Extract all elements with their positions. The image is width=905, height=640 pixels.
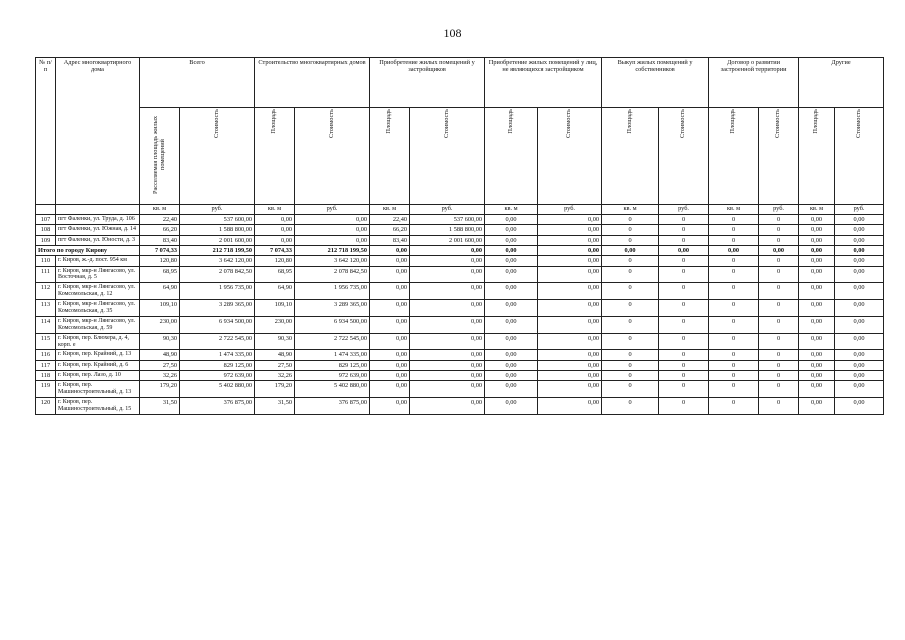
value-cell: 0 bbox=[709, 381, 759, 398]
value-cell: 0,00 bbox=[835, 333, 884, 350]
value-cell: 0,00 bbox=[410, 333, 485, 350]
value-cell: 0,00 bbox=[410, 266, 485, 283]
table-row bbox=[36, 381, 884, 398]
value-cell: 0,00 bbox=[602, 245, 659, 255]
value-cell: 0,00 bbox=[799, 381, 835, 398]
value-cell: 537 600,00 bbox=[180, 215, 255, 225]
value-cell: 0,00 bbox=[295, 215, 370, 225]
value-cell: 0,00 bbox=[538, 266, 602, 283]
row-number: 112 bbox=[36, 283, 56, 300]
value-cell: 0,00 bbox=[410, 283, 485, 300]
value-cell: 2 001 600,00 bbox=[180, 235, 255, 245]
value-cell: 0,00 bbox=[370, 283, 410, 300]
value-cell: 0,00 bbox=[370, 300, 410, 317]
value-cell: 0,00 bbox=[538, 370, 602, 380]
value-cell: 0,00 bbox=[835, 215, 884, 225]
value-cell: 0 bbox=[659, 225, 709, 235]
value-cell: 120,80 bbox=[140, 256, 180, 266]
value-cell: 7 074,33 bbox=[255, 245, 295, 255]
value-cell: 212 718 199,50 bbox=[180, 245, 255, 255]
group-header-buyout: Выкуп жилых помещений у собственников bbox=[602, 58, 709, 108]
value-cell: 0,00 bbox=[538, 215, 602, 225]
address-cell: пгт Фаленки, ул. Южная, д. 14 bbox=[56, 225, 140, 235]
address-cell: пгт Фаленки, ул. Юности, д. 3 bbox=[56, 235, 140, 245]
row-number: 118 bbox=[36, 370, 56, 380]
value-cell: 0 bbox=[709, 256, 759, 266]
table-row bbox=[36, 370, 884, 380]
value-cell: 0,00 bbox=[799, 215, 835, 225]
value-cell: 0,00 bbox=[835, 225, 884, 235]
value-cell: 0 bbox=[709, 350, 759, 360]
row-number: 120 bbox=[36, 397, 56, 414]
value-cell: 0,00 bbox=[410, 350, 485, 360]
value-cell: 0 bbox=[602, 360, 659, 370]
sub-header-area: Площадь bbox=[255, 108, 295, 205]
value-cell: 64,90 bbox=[255, 283, 295, 300]
sub-header-cost: Стоимость bbox=[180, 108, 255, 205]
value-cell: 972 639,00 bbox=[180, 370, 255, 380]
value-cell: 1 588 800,00 bbox=[180, 225, 255, 235]
value-cell: 0 bbox=[659, 370, 709, 380]
value-cell: 0,00 bbox=[410, 381, 485, 398]
value-cell: 0,00 bbox=[799, 333, 835, 350]
value-cell: 0,00 bbox=[835, 360, 884, 370]
sub-header-cost: Стоимость bbox=[835, 108, 884, 205]
value-cell: 0,00 bbox=[255, 215, 295, 225]
value-cell: 0,00 bbox=[255, 225, 295, 235]
value-cell: 0,00 bbox=[538, 283, 602, 300]
sub-header-area: Площадь bbox=[485, 108, 538, 205]
value-cell: 2 078 842,50 bbox=[295, 266, 370, 283]
group-header-developer-purchase: Приобретение жилых помещений у застройщиков bbox=[370, 58, 485, 108]
value-cell: 66,20 bbox=[370, 225, 410, 235]
value-cell: 0,00 bbox=[538, 333, 602, 350]
unit-cell: кв. м bbox=[602, 205, 659, 215]
group-header-construction: Строительство многоквартирных домов bbox=[255, 58, 370, 108]
value-cell: 0 bbox=[759, 300, 799, 317]
table-row bbox=[36, 256, 884, 266]
value-cell: 0,00 bbox=[799, 256, 835, 266]
value-cell: 0,00 bbox=[759, 245, 799, 255]
row-number: 111 bbox=[36, 266, 56, 283]
unit-cell: руб. bbox=[659, 205, 709, 215]
value-cell: 0,00 bbox=[295, 225, 370, 235]
value-cell: 0,00 bbox=[659, 245, 709, 255]
value-cell: 0,00 bbox=[370, 370, 410, 380]
value-cell: 0 bbox=[709, 316, 759, 333]
address-header: Адрес многоквартирного дома bbox=[56, 58, 140, 205]
row-number: 108 bbox=[36, 225, 56, 235]
address-cell: г. Киров, мкр-н Лянгасово, ул. Комсомольская, д. 35 bbox=[56, 300, 140, 317]
value-cell: 120,80 bbox=[255, 256, 295, 266]
sub-header-cost: Стоимость bbox=[410, 108, 485, 205]
group-header-other-purchase: Приобретение жилых помещений у лиц, не являющихся застройщиком bbox=[485, 58, 602, 108]
value-cell: 0 bbox=[759, 225, 799, 235]
value-cell: 230,00 bbox=[255, 316, 295, 333]
unit-cell: кв. м bbox=[255, 205, 295, 215]
value-cell: 230,00 bbox=[140, 316, 180, 333]
value-cell: 0 bbox=[659, 316, 709, 333]
row-number: 115 bbox=[36, 333, 56, 350]
value-cell: 66,20 bbox=[140, 225, 180, 235]
value-cell: 829 125,00 bbox=[295, 360, 370, 370]
value-cell: 0,00 bbox=[709, 245, 759, 255]
value-cell: 0,00 bbox=[835, 370, 884, 380]
table-row bbox=[36, 333, 884, 350]
group-header-total: Всего bbox=[140, 58, 255, 108]
value-cell: 0 bbox=[759, 215, 799, 225]
sub-header-cost: Стоимость bbox=[659, 108, 709, 205]
unit-cell: кв. м bbox=[799, 205, 835, 215]
value-cell: 0,00 bbox=[485, 350, 538, 360]
value-cell: 829 125,00 bbox=[180, 360, 255, 370]
value-cell: 48,90 bbox=[255, 350, 295, 360]
value-cell: 32,26 bbox=[255, 370, 295, 380]
value-cell: 22,40 bbox=[370, 215, 410, 225]
group-header-other: Другие bbox=[799, 58, 884, 108]
address-cell: г. Киров, пер. Крайний, д. 6 bbox=[56, 360, 140, 370]
value-cell: 2 078 842,50 bbox=[180, 266, 255, 283]
unit-cell: руб. bbox=[835, 205, 884, 215]
value-cell: 0 bbox=[759, 316, 799, 333]
value-cell: 0 bbox=[659, 266, 709, 283]
value-cell: 0,00 bbox=[538, 300, 602, 317]
value-cell: 0,00 bbox=[538, 245, 602, 255]
value-cell: 0 bbox=[659, 333, 709, 350]
value-cell: 1 474 335,00 bbox=[180, 350, 255, 360]
value-cell: 0,00 bbox=[835, 381, 884, 398]
value-cell: 0 bbox=[659, 300, 709, 317]
value-cell: 0 bbox=[709, 215, 759, 225]
value-cell: 0 bbox=[759, 266, 799, 283]
value-cell: 0,00 bbox=[255, 235, 295, 245]
value-cell: 0 bbox=[759, 333, 799, 350]
value-cell: 0 bbox=[759, 350, 799, 360]
table-row bbox=[36, 360, 884, 370]
value-cell: 0 bbox=[659, 235, 709, 245]
value-cell: 0,00 bbox=[485, 215, 538, 225]
value-cell: 0 bbox=[602, 333, 659, 350]
unit-cell: кв. м bbox=[140, 205, 180, 215]
row-number: 119 bbox=[36, 381, 56, 398]
unit-cell: руб. bbox=[538, 205, 602, 215]
unit-cell: кв. м bbox=[709, 205, 759, 215]
value-cell: 0,00 bbox=[485, 283, 538, 300]
value-cell: 0,00 bbox=[485, 333, 538, 350]
table-row bbox=[36, 215, 884, 225]
value-cell: 0,00 bbox=[538, 350, 602, 360]
value-cell: 376 875,00 bbox=[295, 397, 370, 414]
value-cell: 5 402 880,00 bbox=[295, 381, 370, 398]
value-cell: 0,00 bbox=[799, 316, 835, 333]
value-cell: 212 718 199,50 bbox=[295, 245, 370, 255]
value-cell: 0 bbox=[659, 381, 709, 398]
value-cell: 0,00 bbox=[799, 225, 835, 235]
table-row bbox=[36, 397, 884, 414]
value-cell: 0 bbox=[659, 360, 709, 370]
value-cell: 0 bbox=[659, 350, 709, 360]
value-cell: 0 bbox=[759, 370, 799, 380]
value-cell: 2 722 545,00 bbox=[180, 333, 255, 350]
table-row bbox=[36, 350, 884, 360]
address-cell: г. Киров, пер. Блюхера, д. 4, корп. е bbox=[56, 333, 140, 350]
value-cell: 0 bbox=[709, 370, 759, 380]
units-empty bbox=[36, 205, 56, 215]
value-cell: 7 074,33 bbox=[140, 245, 180, 255]
row-number: 114 bbox=[36, 316, 56, 333]
total-label: Итого по городу Кирову bbox=[36, 245, 140, 255]
value-cell: 83,40 bbox=[370, 235, 410, 245]
sub-header-area: Площадь bbox=[799, 108, 835, 205]
value-cell: 68,95 bbox=[255, 266, 295, 283]
value-cell: 0,00 bbox=[538, 360, 602, 370]
value-cell: 0,00 bbox=[835, 266, 884, 283]
value-cell: 0 bbox=[602, 370, 659, 380]
num-header: № п/п bbox=[36, 58, 56, 205]
value-cell: 0,00 bbox=[370, 316, 410, 333]
value-cell: 0,00 bbox=[485, 256, 538, 266]
value-cell: 0 bbox=[709, 397, 759, 414]
value-cell: 0 bbox=[602, 397, 659, 414]
unit-cell: руб. bbox=[759, 205, 799, 215]
value-cell: 0,00 bbox=[538, 235, 602, 245]
value-cell: 0,00 bbox=[410, 397, 485, 414]
value-cell: 0,00 bbox=[538, 397, 602, 414]
address-cell: г. Киров, пер. Машиностроительный, д. 15 bbox=[56, 397, 140, 414]
value-cell: 0,00 bbox=[410, 370, 485, 380]
table-row bbox=[36, 266, 884, 283]
value-cell: 5 402 880,00 bbox=[180, 381, 255, 398]
value-cell: 2 722 545,00 bbox=[295, 333, 370, 350]
sub-header-area: Площадь bbox=[709, 108, 759, 205]
value-cell: 3 642 120,00 bbox=[180, 256, 255, 266]
value-cell: 0,00 bbox=[799, 360, 835, 370]
value-cell: 3 642 120,00 bbox=[295, 256, 370, 266]
row-number: 110 bbox=[36, 256, 56, 266]
value-cell: 0,00 bbox=[799, 245, 835, 255]
row-number: 117 bbox=[36, 360, 56, 370]
table-row bbox=[36, 316, 884, 333]
value-cell: 6 934 500,00 bbox=[295, 316, 370, 333]
row-number: 116 bbox=[36, 350, 56, 360]
value-cell: 0 bbox=[709, 225, 759, 235]
value-cell: 0,00 bbox=[485, 316, 538, 333]
value-cell: 0 bbox=[602, 283, 659, 300]
address-cell: г. Киров, пер. Лазо, д. 10 bbox=[56, 370, 140, 380]
value-cell: 32,26 bbox=[140, 370, 180, 380]
value-cell: 0 bbox=[709, 333, 759, 350]
row-number: 109 bbox=[36, 235, 56, 245]
value-cell: 27,50 bbox=[140, 360, 180, 370]
value-cell: 31,50 bbox=[140, 397, 180, 414]
value-cell: 0,00 bbox=[370, 245, 410, 255]
group-header-development-agreement: Договор о развитии застроенной территории bbox=[709, 58, 799, 108]
value-cell: 0,00 bbox=[410, 256, 485, 266]
value-cell: 0 bbox=[602, 300, 659, 317]
value-cell: 0,00 bbox=[835, 300, 884, 317]
value-cell: 0,00 bbox=[370, 333, 410, 350]
address-cell: г. Киров, пер. Крайний, д. 13 bbox=[56, 350, 140, 360]
address-cell: г. Киров, ж.-д. пост. 954 км bbox=[56, 256, 140, 266]
value-cell: 1 474 335,00 bbox=[295, 350, 370, 360]
value-cell: 1 588 800,00 bbox=[410, 225, 485, 235]
value-cell: 90,30 bbox=[255, 333, 295, 350]
unit-cell: руб. bbox=[295, 205, 370, 215]
value-cell: 179,20 bbox=[255, 381, 295, 398]
value-cell: 0 bbox=[659, 215, 709, 225]
value-cell: 0,00 bbox=[295, 235, 370, 245]
value-cell: 0 bbox=[602, 350, 659, 360]
address-cell: г. Киров, мкр-н Лянгасово, ул. Комсомольская, д. 12 bbox=[56, 283, 140, 300]
value-cell: 1 956 735,00 bbox=[180, 283, 255, 300]
value-cell: 0 bbox=[759, 256, 799, 266]
value-cell: 109,10 bbox=[140, 300, 180, 317]
value-cell: 0 bbox=[709, 300, 759, 317]
value-cell: 0,00 bbox=[835, 235, 884, 245]
value-cell: 0,00 bbox=[538, 316, 602, 333]
value-cell: 83,40 bbox=[140, 235, 180, 245]
value-cell: 0,00 bbox=[485, 360, 538, 370]
value-cell: 0,00 bbox=[485, 245, 538, 255]
value-cell: 64,90 bbox=[140, 283, 180, 300]
value-cell: 3 289 365,00 bbox=[295, 300, 370, 317]
value-cell: 0 bbox=[709, 235, 759, 245]
value-cell: 376 875,00 bbox=[180, 397, 255, 414]
table-row bbox=[36, 235, 884, 245]
value-cell: 0 bbox=[709, 266, 759, 283]
value-cell: 0 bbox=[759, 235, 799, 245]
row-number: 113 bbox=[36, 300, 56, 317]
value-cell: 0 bbox=[602, 266, 659, 283]
value-cell: 0 bbox=[759, 283, 799, 300]
value-cell: 31,50 bbox=[255, 397, 295, 414]
address-cell: пгт Фаленки, ул. Труда, д. 106 bbox=[56, 215, 140, 225]
value-cell: 0,00 bbox=[835, 283, 884, 300]
sub-header-cost: Стоимость bbox=[538, 108, 602, 205]
value-cell: 0,00 bbox=[485, 266, 538, 283]
value-cell: 0,00 bbox=[485, 235, 538, 245]
value-cell: 0 bbox=[659, 397, 709, 414]
units-row bbox=[36, 205, 884, 215]
table-row bbox=[36, 300, 884, 317]
value-cell: 0 bbox=[602, 316, 659, 333]
sub-header-area: Площадь bbox=[602, 108, 659, 205]
value-cell: 0,00 bbox=[799, 397, 835, 414]
value-cell: 0,00 bbox=[799, 235, 835, 245]
value-cell: 0,00 bbox=[370, 360, 410, 370]
sub-header-row bbox=[36, 108, 884, 205]
table-row bbox=[36, 225, 884, 235]
row-number: 107 bbox=[36, 215, 56, 225]
value-cell: 972 639,00 bbox=[295, 370, 370, 380]
value-cell: 0,00 bbox=[799, 350, 835, 360]
unit-cell: кв. м bbox=[370, 205, 410, 215]
table-body bbox=[36, 215, 884, 414]
value-cell: 0,00 bbox=[410, 300, 485, 317]
value-cell: 0,00 bbox=[835, 397, 884, 414]
value-cell: 0,00 bbox=[799, 370, 835, 380]
value-cell: 22,40 bbox=[140, 215, 180, 225]
value-cell: 0 bbox=[602, 256, 659, 266]
value-cell: 0,00 bbox=[410, 245, 485, 255]
value-cell: 0,00 bbox=[370, 397, 410, 414]
total-row bbox=[36, 245, 884, 255]
value-cell: 0 bbox=[759, 381, 799, 398]
value-cell: 0,00 bbox=[370, 381, 410, 398]
value-cell: 0,00 bbox=[370, 256, 410, 266]
value-cell: 1 956 735,00 bbox=[295, 283, 370, 300]
value-cell: 109,10 bbox=[255, 300, 295, 317]
resettlement-table bbox=[35, 57, 884, 415]
value-cell: 0,00 bbox=[799, 283, 835, 300]
value-cell: 0,00 bbox=[538, 256, 602, 266]
sub-header-cost: Стоимость bbox=[295, 108, 370, 205]
unit-cell: кв. м bbox=[485, 205, 538, 215]
value-cell: 0,00 bbox=[835, 316, 884, 333]
value-cell: 0,00 bbox=[485, 397, 538, 414]
value-cell: 3 289 365,00 bbox=[180, 300, 255, 317]
value-cell: 0 bbox=[759, 397, 799, 414]
address-cell: г. Киров, мкр-н Лянгасово, ул. Комсомольская, д. 59 bbox=[56, 316, 140, 333]
units-empty bbox=[56, 205, 140, 215]
value-cell: 0 bbox=[659, 283, 709, 300]
value-cell: 0,00 bbox=[410, 360, 485, 370]
value-cell: 0 bbox=[602, 225, 659, 235]
table-row bbox=[36, 283, 884, 300]
value-cell: 179,20 bbox=[140, 381, 180, 398]
value-cell: 0 bbox=[709, 360, 759, 370]
value-cell: 0,00 bbox=[370, 350, 410, 360]
address-cell: г. Киров, мкр-н Лянгасово, ул. Восточная, д. 5 bbox=[56, 266, 140, 283]
sub-header-resettled-area: Расселяемая площадь жилых помещений bbox=[140, 108, 180, 205]
value-cell: 0,00 bbox=[485, 300, 538, 317]
value-cell: 0 bbox=[602, 235, 659, 245]
value-cell: 0,00 bbox=[835, 245, 884, 255]
unit-cell: руб. bbox=[410, 205, 485, 215]
value-cell: 0,00 bbox=[485, 370, 538, 380]
value-cell: 68,95 bbox=[140, 266, 180, 283]
value-cell: 0,00 bbox=[538, 225, 602, 235]
value-cell: 90,30 bbox=[140, 333, 180, 350]
value-cell: 48,90 bbox=[140, 350, 180, 360]
value-cell: 0,00 bbox=[835, 256, 884, 266]
value-cell: 0,00 bbox=[485, 225, 538, 235]
value-cell: 6 934 500,00 bbox=[180, 316, 255, 333]
value-cell: 0 bbox=[602, 215, 659, 225]
sub-header-area: Площадь bbox=[370, 108, 410, 205]
value-cell: 2 001 600,00 bbox=[410, 235, 485, 245]
address-cell: г. Киров, пер. Машиностроительный, д. 13 bbox=[56, 381, 140, 398]
value-cell: 0,00 bbox=[485, 381, 538, 398]
value-cell: 0,00 bbox=[799, 300, 835, 317]
value-cell: 0 bbox=[709, 283, 759, 300]
sub-header-cost: Стоимость bbox=[759, 108, 799, 205]
value-cell: 0,00 bbox=[538, 381, 602, 398]
value-cell: 0 bbox=[759, 360, 799, 370]
value-cell: 0,00 bbox=[410, 316, 485, 333]
page-number: 108 bbox=[443, 26, 462, 40]
value-cell: 0,00 bbox=[370, 266, 410, 283]
value-cell: 0,00 bbox=[835, 350, 884, 360]
value-cell: 0,00 bbox=[799, 266, 835, 283]
value-cell: 537 600,00 bbox=[410, 215, 485, 225]
unit-cell: руб. bbox=[180, 205, 255, 215]
value-cell: 27,50 bbox=[255, 360, 295, 370]
value-cell: 0 bbox=[659, 256, 709, 266]
group-header-row bbox=[36, 58, 884, 108]
value-cell: 0 bbox=[602, 381, 659, 398]
